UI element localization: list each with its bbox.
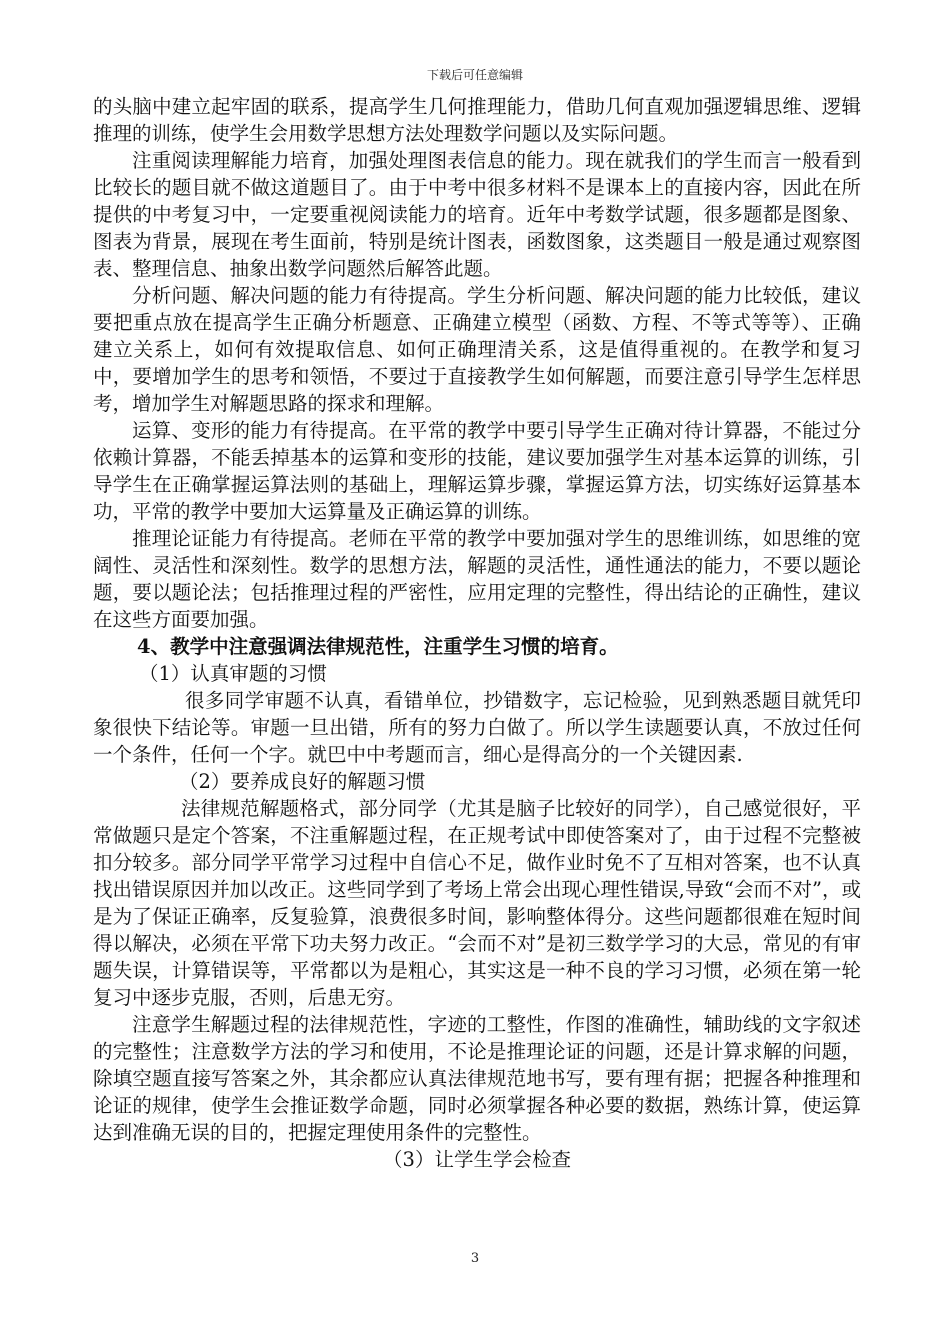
paragraph-reading-questions: 很多同学审题不认真，看错单位，抄错数字，忘记检验，见到熟悉题目就凭印象很快下结论等。审题一旦出错，所有的努力白做了。所以学生读题要认真，不放过任何一个条件，任何一个字。就巴中中考题而言，细心是得高分的一个关键因素. <box>93 689 861 766</box>
subheading-2: （2）要养成良好的解题习惯 <box>179 770 426 793</box>
page-number: 3 <box>470 1251 480 1266</box>
subheading-3: （3）让学生学会检查 <box>383 1148 571 1171</box>
subheading-1: （1）认真审题的习惯 <box>139 662 327 685</box>
paragraph-solving-habits: 法律规范解题格式，部分同学（尤其是脑子比较好的同学），自己感觉很好，平常做题只是定个答案，不注重解题过程，在正规考试中即使答案对了，由于过程不完整被扣分较多。部分同学平常学习过程中自信心不足，做作业时免不了互相对答案，也不认真找出错误原因并加以改正。这些同学到了考场上常会出现心理性错误,导致“会而不对”，或是为了保证正确率，反复验算，浪费很多时间，影响整体得分。这些问题都很难在短时间得以解决，必须在平常下功夫努力改正。“会而不对”是初三数学学习的大忌，常见的有审题失误，计算错误等，平常都以为是粗心，其实这是一种不良的学习习惯，必须在第一轮复习中逐步克服，否则，后患无穷。 <box>93 797 861 1009</box>
paragraph-reasoning: 推理论证能力有待提高。老师在平常的教学中要加强对学生的思维训练，如思维的宽阔性、灵活性和深刻性。数学的思想方法，解题的灵活性，通性通法的能力，不要以题论题，要以题论法；包括推理过程的严密性，应用定理的完整性，得出结论的正确性，建议在这些方面要加强。 <box>93 527 861 631</box>
section-heading-4: 4、教学中注意强调法律规范性，注重学生习惯的培育。 <box>137 635 619 658</box>
page-header: 下载后可任意编辑 <box>426 68 523 82</box>
paragraph-computation: 运算、变形的能力有待提高。在平常的教学中要引导学生正确对待计算器，不能过分依赖计算器，不能丢掉基本的运算和变形的技能，建议要加强学生对基本运算的训练，引导学生在正确掌握运算法则的基础上，理解运算步骤，掌握运算方法，切实练好运算基本功，平常的教学中要加大运算量及正确运算的训练。 <box>93 419 861 523</box>
paragraph-reading-ability: 注重阅读理解能力培育，加强处理图表信息的能力。现在就我们的学生而言一般看到比较长的题目就不做这道题目了。由于中考中很多材料不是课本上的直接内容，因此在所提供的中考复习中，一定要重视阅读能力的培育。近年中考数学试题，很多题都是图象、图表为背景，展现在考生面前，特别是统计图表，函数图象，这类题目一般是通过观察图表、整理信息、抽象出数学问题然后解答此题。 <box>93 149 861 280</box>
document-body <box>93 93 861 1173</box>
paragraph-continuation: 的头脑中建立起牢固的联系，提高学生几何推理能力，借助几何直观加强逻辑思维、逻辑推理的训练，使学生会用数学思想方法处理数学问题以及实际问题。 <box>93 95 861 145</box>
paragraph-standard-format: 注意学生解题过程的法律规范性，字迹的工整性，作图的准确性，辅助线的文字叙述的完整性；注意数学方法的学习和使用，不论是推理论证的问题，还是计算求解的问题，除填空题直接写答案之外，其余都应认真法律规范地书写，要有理有据；把握各种推理和论证的规律，使学生会推证数学命题，同时必须掌握各种必要的数据，熟练计算，使运算达到准确无误的目的，把握定理使用条件的完整性。 <box>93 1013 861 1144</box>
paragraph-problem-solving: 分析问题、解决问题的能力有待提高。学生分析问题、解决问题的能力比较低，建议要把重点放在提高学生正确分析题意、正确建立模型（函数、方程、不等式等等）、正确建立关系上，如何有效提取信息、如何正确理清关系，这是值得重视的。在教学和复习中，要增加学生的思考和领悟，不要过于直接教学生如何解题，而要注意引导学生怎样思考，增加学生对解题思路的探求和理解。 <box>93 284 861 415</box>
